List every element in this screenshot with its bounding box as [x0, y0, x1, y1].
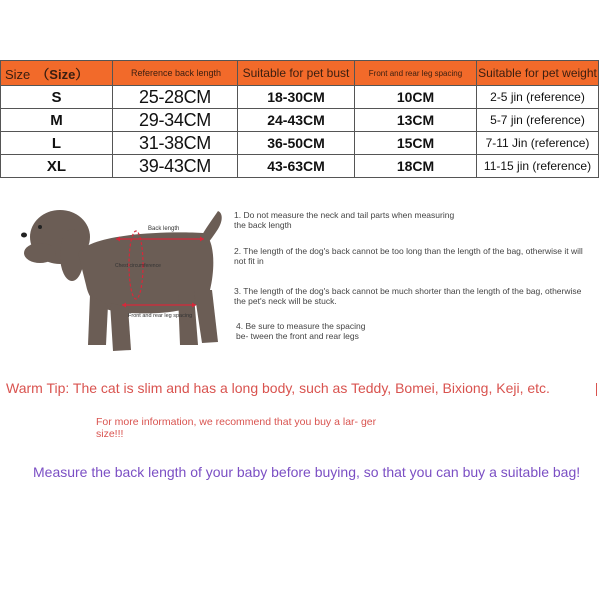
bust-cell: 36-50CM: [238, 132, 355, 155]
size-cell: L: [1, 132, 113, 155]
size-cell: M: [1, 109, 113, 132]
table-header-row: [1, 61, 599, 86]
weight-cell: 11-15 jin (reference): [477, 155, 599, 178]
table-row: [1, 155, 599, 178]
back-length-label: Back length: [148, 226, 180, 232]
size-chart-table: [0, 60, 599, 178]
table-row: [1, 132, 599, 155]
bust-cell: 43-63CM: [238, 155, 355, 178]
weight-cell: 7-11 Jin (reference): [477, 132, 599, 155]
header-size: Size （Size）: [1, 61, 113, 86]
back-length-cell: 31-38CM: [113, 132, 238, 155]
header-back-length: Reference back length: [113, 61, 238, 86]
chest-label: Chest circumference: [115, 263, 161, 269]
dog-silhouette: [24, 210, 222, 351]
back-length-cell: 25-28CM: [113, 86, 238, 109]
weight-cell: 2-5 jin (reference): [477, 86, 599, 109]
note-2: 2. The length of the dog's back cannot be too long than the length of the bag, otherwise it will not fit in: [234, 246, 583, 266]
back-length-cell: 29-34CM: [113, 109, 238, 132]
warm-tip: Warm Tip: The cat is slim and has a long body, such as Teddy, Bomei, Bixiong, Keji, etc.: [6, 380, 550, 396]
back-length-cell: 39-43CM: [113, 155, 238, 178]
more-info-text: For more information, we recommend that you buy a lar- ger size!!!: [96, 416, 377, 440]
size-cell: XL: [1, 155, 113, 178]
dog-nose: [21, 233, 27, 238]
leg-spacing-cell: 18CM: [355, 155, 477, 178]
size-cell: S: [1, 86, 113, 109]
dog-eye: [38, 225, 42, 229]
header-weight: Suitable for pet weight: [477, 61, 599, 86]
dog-measurement-diagram: [18, 195, 228, 360]
header-leg-spacing: Front and rear leg spacing: [355, 61, 477, 86]
leg-spacing-cell: 15CM: [355, 132, 477, 155]
note-1: 1. Do not measure the neck and tail parts when measuring the back length: [234, 210, 455, 230]
header-bust: Suitable for pet bust: [238, 61, 355, 86]
leg-spacing-cell: 10CM: [355, 86, 477, 109]
leg-spacing-cell: 13CM: [355, 109, 477, 132]
bust-cell: 24-43CM: [238, 109, 355, 132]
table-row: [1, 86, 599, 109]
table-row: [1, 109, 599, 132]
leg-spacing-label: Front and rear leg spacing: [128, 313, 193, 319]
divider: [596, 383, 597, 396]
weight-cell: 5-7 jin (reference): [477, 109, 599, 132]
measure-tip: Measure the back length of your baby before buying, so that you can buy a suitable bag!: [33, 464, 581, 480]
note-3: 3. The length of the dog's back cannot be much shorter than the length of the bag, otherwise the pet's neck will be stuck.: [234, 286, 582, 306]
note-4: 4. Be sure to measure the spacing be- tween the front and rear legs: [236, 321, 366, 341]
bust-cell: 18-30CM: [238, 86, 355, 109]
